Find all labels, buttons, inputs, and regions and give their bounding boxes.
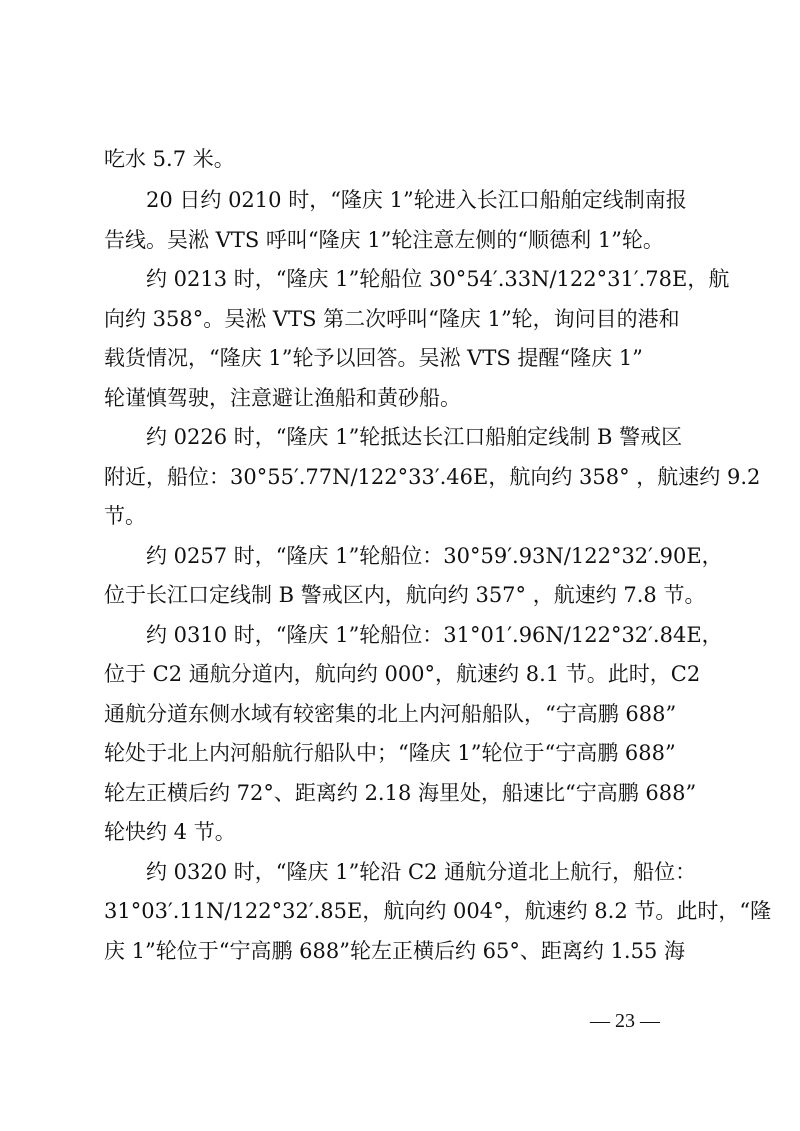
text-line: 载货情况，“隆庆 1”轮予以回答。吴淞 VTS 提醒“隆庆 1” — [104, 346, 643, 370]
text-line: 31°03′.11N/122°32′.85E，航向约 004°，航速约 8.2 节。此时，“隆 — [104, 899, 772, 923]
text-line: 轮处于北上内河船航行船队中；“隆庆 1”轮位于“宁高鹏 688” — [104, 741, 676, 765]
page-number: — 23 — — [590, 1010, 660, 1032]
text-line: 告线。吴淞 VTS 呼叫“隆庆 1”轮注意左侧的“顺德利 1”轮。 — [104, 228, 664, 252]
text-line: 庆 1”轮位于“宁高鹏 688”轮左正横后约 65°、距离约 1.55 海 — [104, 939, 686, 963]
text-line: 通航分道东侧水域有较密集的北上内河船船队，“宁高鹏 688” — [104, 702, 677, 726]
text-line: 轮谨慎驾驶，注意避让渔船和黄砂船。 — [104, 386, 461, 410]
text-line: 附近，船位：30°55′.77N/122°33′.46E，航向约 358° ，航速约 9.2 — [104, 465, 761, 489]
text-line: 向约 358°。吴淞 VTS 第二次呼叫“隆庆 1”轮，询问目的港和 — [104, 307, 680, 331]
text-line: 约 0310 时，“隆庆 1”轮船位：31°01′.96N/122°32′.84E， — [146, 623, 723, 647]
text-line: 20 日约 0210 时，“隆庆 1”轮进入长江口船舶定线制南报 — [146, 188, 687, 212]
text-line: 约 0213 时，“隆庆 1”轮船位 30°54′.33N/122°31′.78E，航 — [146, 267, 730, 291]
text-line: 约 0320 时，“隆庆 1”轮沿 C2 通航分道北上航行，船位： — [146, 860, 697, 884]
text-line: 节。 — [104, 504, 146, 528]
text-line: 吃水 5.7 米。 — [104, 147, 235, 171]
text-line: 约 0226 时，“隆庆 1”轮抵达长江口船舶定线制 B 警戒区 — [146, 425, 683, 449]
text-line: 轮左正横后约 72°、距离约 2.18 海里处，船速比“宁高鹏 688” — [104, 781, 697, 805]
text-line: 位于 C2 通航分道内，航向约 000°，航速约 8.1 节。此时，C2 — [104, 662, 701, 686]
text-line: 位于长江口定线制 B 警戒区内，航向约 357° ，航速约 7.8 节。 — [104, 583, 706, 607]
text-line: 轮快约 4 节。 — [104, 820, 236, 844]
text-line: 约 0257 时，“隆庆 1”轮船位：30°59′.93N/122°32′.90E， — [146, 544, 723, 568]
